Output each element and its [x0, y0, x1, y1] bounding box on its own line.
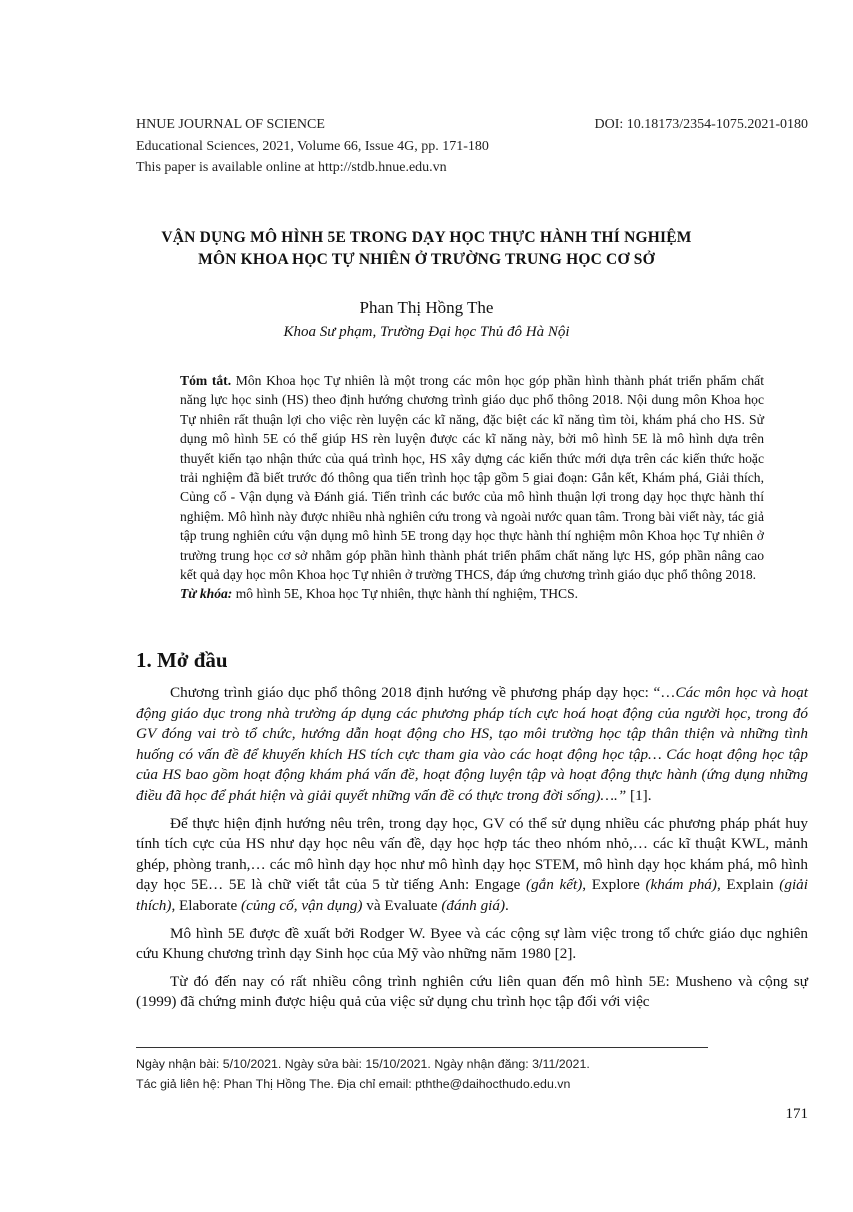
body-paragraph-3: Mô hình 5E được đề xuất bởi Rodger W. Byee và các cộng sự làm việc trong tổ chức giáo dục nghiên cứu Khung chương trình dạy Sinh học của Mỹ vào những năm 1980 [2].	[136, 924, 808, 963]
author-affiliation: Khoa Sư phạm, Trường Đại học Thủ đô Hà Nội	[283, 324, 570, 340]
keywords-label: Từ khóa:	[180, 586, 233, 602]
body-paragraph-4: Từ đó đến nay có rất nhiều công trình nghiên cứu liên quan đến mô hình 5E: Musheno và cộng sự (1999) đã chứng minh được hiệu quả của việc sử dụng chu trình học tập đối với việc	[136, 972, 808, 1011]
body-paragraph-2: Để thực hiện định hướng nêu trên, trong dạy học, GV có thể sử dụng nhiều các phương pháp phát huy tính tích cực của HS như dạy học nêu vấn đề, dạy học hợp tác theo nhóm nhỏ,… các kĩ thuật KWL, mảnh ghép, phòng tranh,… các mô hình dạy học như mô hình dạy học STEM, mô hình dạy học khám phá, mô hình dạy học 5E… 5E là chữ viết tắt của 5 từ tiếng Anh: Engage (gắn kết), Explore (khám phá), Explain (giải thích), Elaborate (củng cố, vận dụng) và Evaluate (đánh giá).	[136, 814, 808, 914]
doi: DOI: 10.18173/2354-1075.2021-0180	[594, 117, 808, 132]
section-body	[136, 683, 808, 1020]
footnote-divider	[136, 1047, 708, 1048]
author-name: Phan Thị Hồng The	[359, 298, 494, 317]
paper-title-line-2: MÔN KHOA HỌC TỰ NHIÊN Ở TRƯỜNG TRUNG HỌC CƠ SỞ	[198, 251, 655, 268]
footnote-dates: Ngày nhận bài: 5/10/2021. Ngày sửa bài: 15/10/2021. Ngày nhận đăng: 3/11/2021.	[136, 1057, 590, 1071]
keywords-text: mô hình 5E, Khoa học Tự nhiên, thực hành thí nghiệm, THCS.	[232, 586, 579, 602]
abstract-text: Môn Khoa học Tự nhiên là một trong các môn học góp phần hình thành phát triển phẩm chất năng lực học sinh (HS) theo định hướng chương trình giáo dục phổ thông 2018. Nội dung môn Khoa học Tự nhiên rất thuận lợi cho việc rèn luyện các kĩ năng, đặc biệt các kĩ năng tìm tòi, khám phá cho HS. Sử dụng mô hình 5E có thể giúp HS rèn luyện được các kĩ năng này, bởi mô hình 5E là mô hình dựa trên thuyết kiến tạo nhận thức của quá trình học, HS xây dựng các kiến thức mới dựa trên các kiến thức hoặc trải nghiệm đã biết trước đó thông qua tiến trình học tập gồm 5 giai đoạn: Gắn kết, Khám phá, Giải thích, Củng cố - Vận dụng và Đánh giá. Tiến trình các bước của mô hình thuận lợi trong dạy học thực hành thí nghiệm. Mô hình này được nhiều nhà nghiên cứu trong và ngoài nước quan tâm. Trong bài viết này, tác giả tập trung nghiên cứu vận dụng mô hình 5E trong dạy học thực hành thí nghiệm môn Khoa học Tự nhiên ở trường trung học cơ sở nhằm góp phần hình thành phát triển phẩm chất năng lực HS, góp phần nâng cao kết quả dạy học môn Khoa học Tự nhiên ở trường THCS, đáp ứng chương trình giáo dục phổ thông 2018.	[180, 373, 764, 583]
quote-text: Các môn học và hoạt động giáo dục trong nhà trường áp dụng các phương pháp tích cực hoá hoạt động của người học, trong đó GV đóng vai trò tổ chức, hướng dẫn hoạt động cho HS, tạo môi trường học tập thân thiện và những tình huống có vấn đề để khuyến khích HS tích cực tham gia vào các hoạt động học tập… Các hoạt động học tập của HS bao gồm hoạt động khám phá vấn đề, hoạt động luyện tập và hoạt động thực hành (ứng dụng những điều đã học để phát hiện và giải quyết những vấn đề có thực trong đời sống)….”	[136, 684, 808, 804]
issue-info: Educational Sciences, 2021, Volume 66, Issue 4G, pp. 171-180	[136, 139, 489, 154]
footnote-contact: Tác giả liên hệ: Phan Thị Hồng The. Địa chỉ email: pththe@daihocthudo.edu.vn	[136, 1077, 571, 1091]
body-paragraph-1: Chương trình giáo dục phổ thông 2018 định hướng về phương pháp dạy học: “…Các môn học và hoạt động giáo dục trong nhà trường áp dụng các phương pháp tích cực hoá hoạt động của người học, trong đó GV đóng vai trò tổ chức, hướng dẫn hoạt động cho HS, tạo môi trường học tập thân thiện và những tình huống có vấn đề để khuyến khích HS tích cực tham gia vào các hoạt động học tập… Các hoạt động học tập của HS bao gồm hoạt động khám phá vấn đề, hoạt động luyện tập và hoạt động thực hành (ứng dụng những điều đã học để phát hiện và giải quyết những vấn đề có thực trong đời sống)….” [1].	[136, 684, 808, 804]
keywords	[180, 584, 764, 603]
abstract	[180, 371, 764, 604]
abstract-paragraph	[180, 371, 764, 584]
journal-name: HNUE JOURNAL OF SCIENCE	[136, 117, 325, 132]
online-info: This paper is available online at http://stdb.hnue.edu.vn	[136, 160, 447, 175]
page-number: 171	[785, 1106, 808, 1122]
paper-title-line-1: VẬN DỤNG MÔ HÌNH 5E TRONG DẠY HỌC THỰC HÀNH THÍ NGHIỆM	[161, 229, 692, 246]
section-heading: 1. Mở đầu	[136, 648, 228, 672]
abstract-label: Tóm tắt.	[180, 373, 232, 388]
